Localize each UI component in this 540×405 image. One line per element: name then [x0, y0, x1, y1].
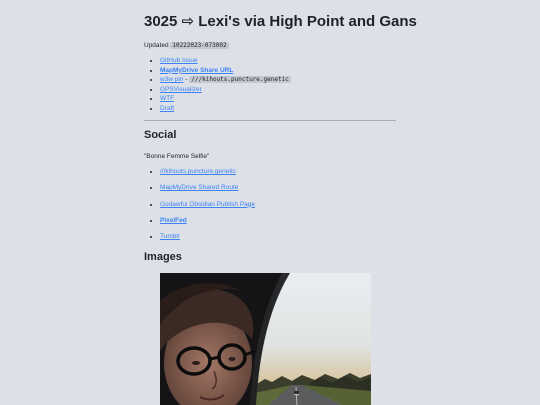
updated-line	[144, 41, 229, 50]
social-obsidian-link[interactable]: Godawful Obsidian Publish Page	[160, 200, 256, 208]
social-heading: Social	[144, 129, 177, 141]
draft-link[interactable]: Draft	[160, 104, 175, 112]
list-item	[160, 94, 291, 104]
images-heading: Images	[144, 251, 182, 263]
list-item	[160, 200, 255, 209]
page-title: 3025 ⇨ Lexi's via High Point and Gans	[144, 13, 417, 30]
social-tumblr-link[interactable]: Tumblr	[160, 233, 180, 241]
list-item	[160, 66, 291, 76]
w3w-separator: -	[183, 76, 190, 84]
selfie-photo-graphic	[160, 273, 371, 405]
link-list	[144, 56, 291, 114]
mapmydrive-share-link[interactable]: MapMyDrive Share URL	[160, 66, 234, 74]
w3w-code: ///kihouts.puncture.genetic	[191, 76, 289, 84]
selfie-photo	[160, 273, 371, 405]
social-w3w-link[interactable]: ///kihouts.puncture.genetic	[160, 168, 236, 175]
list-item	[160, 232, 255, 241]
list-item	[160, 85, 291, 95]
w3w-pin-link[interactable]: w3w pin	[160, 76, 184, 84]
list-item	[160, 183, 255, 192]
list-item	[160, 167, 255, 176]
gpsvisualizer-link[interactable]: GPSVisualizer	[160, 85, 202, 93]
social-quote: "Bonne Femme Selfie"	[144, 153, 210, 160]
social-list	[144, 167, 255, 248]
updated-timestamp: 10222023-073002	[172, 42, 227, 49]
wtf-link[interactable]: WTF	[160, 95, 175, 103]
list-item	[160, 75, 291, 85]
list-item	[160, 56, 291, 66]
github-issue-link[interactable]: GitHub Issue	[160, 57, 198, 64]
social-mapmydrive-link[interactable]: MapMyDrive Shared Route	[160, 184, 239, 192]
updated-label: Updated	[144, 42, 169, 49]
horizontal-rule	[144, 120, 396, 121]
list-item	[160, 216, 255, 225]
social-pixelfed-link[interactable]: PixelFed	[160, 216, 187, 224]
list-item	[160, 104, 291, 114]
